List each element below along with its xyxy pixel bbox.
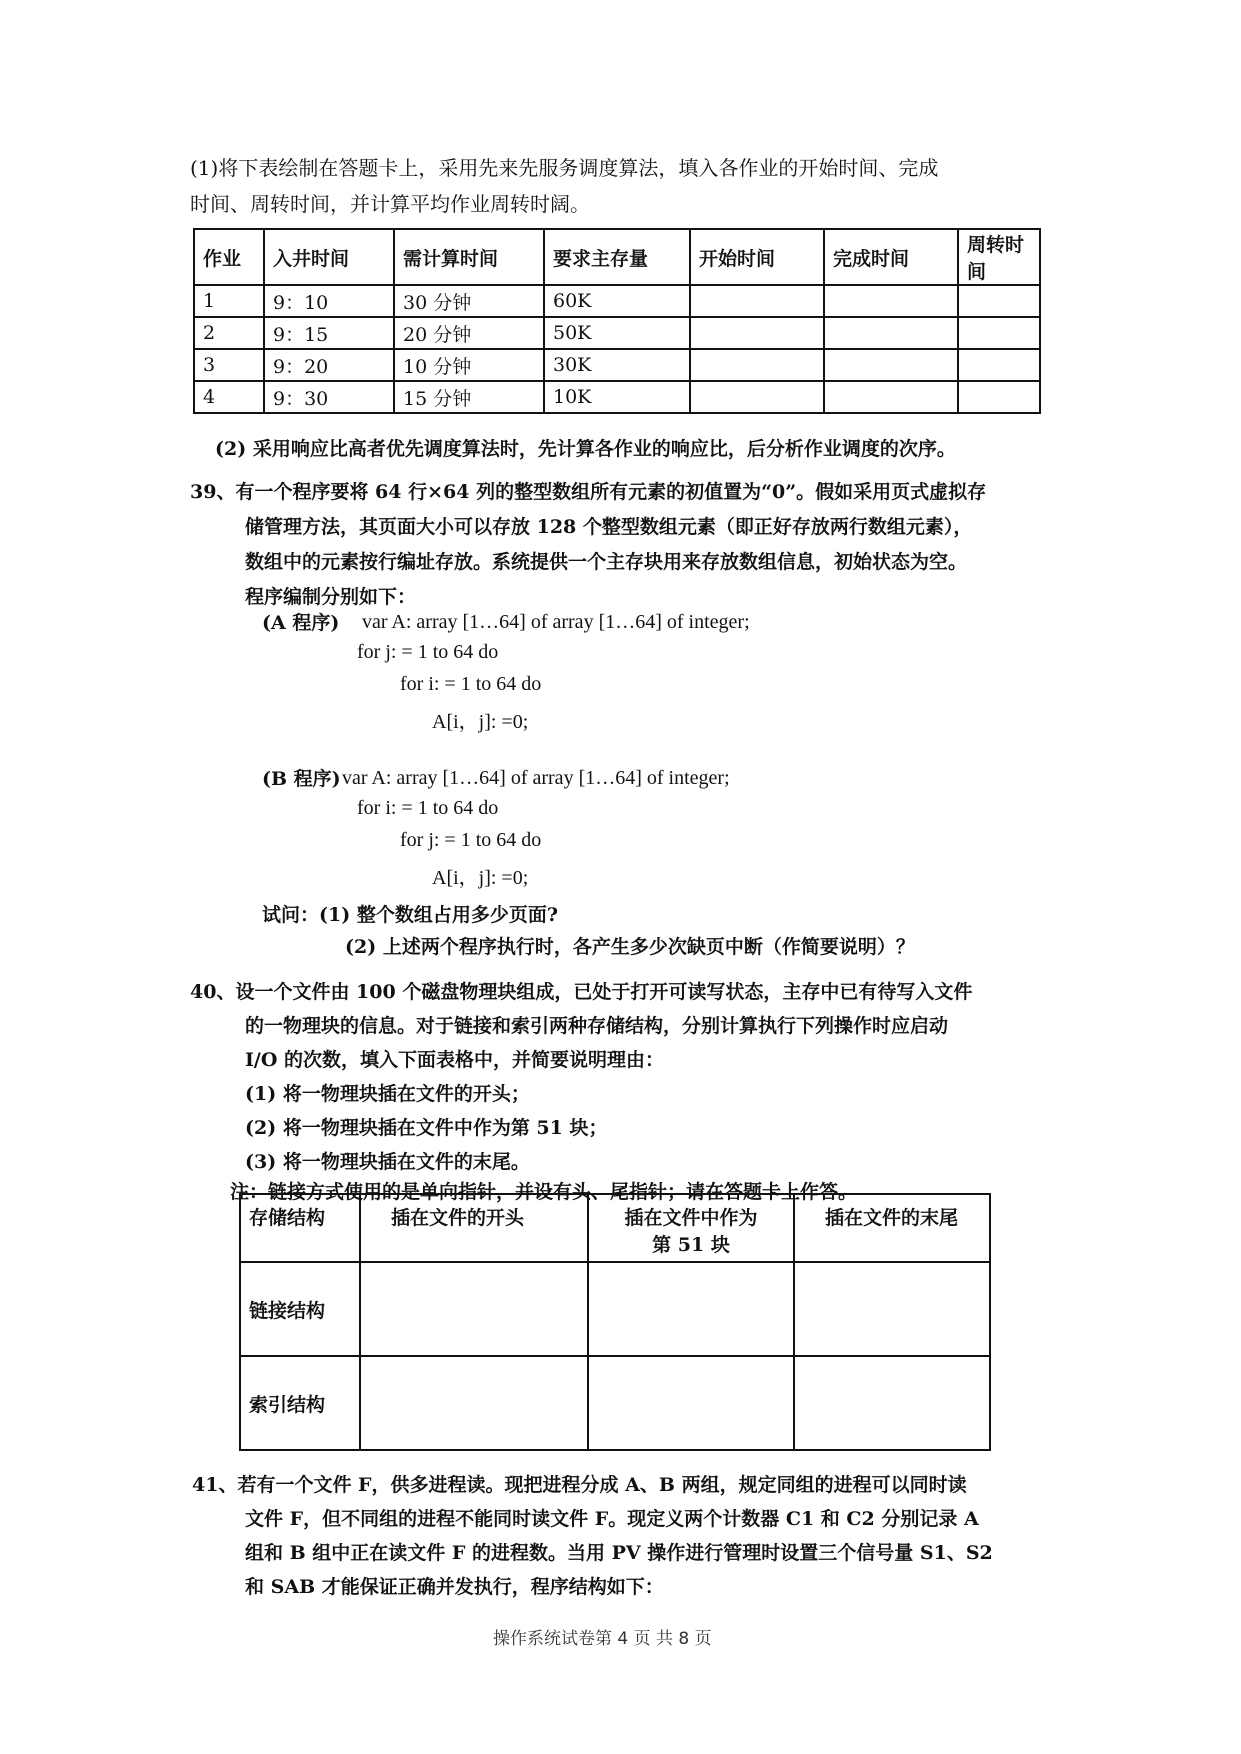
table-row [194, 317, 1040, 349]
row-header: 链接结构 [240, 1262, 360, 1356]
col-header: 作业 [194, 229, 264, 285]
col-header: 入井时间 [264, 229, 394, 285]
table-row [240, 1356, 990, 1450]
program-b-label: (B 程序) [262, 768, 341, 790]
table-cell: 10K [544, 381, 690, 413]
q39-line-4: 程序编制分别如下： [245, 586, 417, 608]
table-cell [824, 381, 958, 413]
q40-line-5: (2) 将一物理块插在文件中作为第 51 块； [245, 1117, 608, 1139]
table-cell: 10 分钟 [394, 349, 544, 381]
table-cell [958, 285, 1040, 317]
q40-note: 注：链接方式使用的是单向指针，并设有头、尾指针；请在答题卡上作答。 [230, 1181, 858, 1203]
q40-line-2: 的一物理块的信息。对于链接和索引两种存储结构，分别计算执行下列操作时应启动 [245, 1015, 949, 1037]
table-row [194, 381, 1040, 413]
io-count-table [239, 1193, 991, 1451]
q1-line-1: (1)将下表绘制在答题卡上，采用先来先服务调度算法，填入各作业的开始时间、完成 [190, 156, 939, 180]
table-row [240, 1262, 990, 1356]
program-a-loop-1: for j: = 1 to 64 do [357, 641, 499, 663]
col-header: 完成时间 [824, 229, 958, 285]
program-a-label: (A 程序) [262, 612, 340, 634]
table-cell [824, 349, 958, 381]
table-cell [588, 1262, 794, 1356]
table-cell [360, 1262, 588, 1356]
table-cell [824, 285, 958, 317]
q1-line-2: 时间、周转时间，并计算平均作业周转时阔。 [190, 192, 590, 216]
q39-ask-1: 试问：(1) 整个数组占用多少页面? [262, 904, 558, 926]
table-cell [690, 349, 824, 381]
q39-ask-2: (2) 上述两个程序执行时，各产生多少次缺页中断（作简要说明）？ [345, 936, 915, 958]
q40-line-6: (3) 将一物理块插在文件的末尾。 [245, 1151, 530, 1173]
q40-line-1: 40、设一个文件由 100 个磁盘物理块组成，已处于打开可读写状态，主存中已有待写入文件 [190, 981, 973, 1003]
q40-line-3: I/O 的次数，填入下面表格中，并简要说明理由： [245, 1049, 664, 1071]
table-cell: 9：30 [264, 381, 394, 413]
q2-text: (2) 采用响应比高者优先调度算法时，先计算各作业的响应比，后分析作业调度的次序。 [215, 438, 956, 460]
table-cell: 30 分钟 [394, 285, 544, 317]
table-cell: 1 [194, 285, 264, 317]
col-header-line: 插在文件中作为 [624, 1207, 758, 1229]
program-a-loop-2: for i: = 1 to 64 do [400, 673, 542, 695]
table-cell: 9：20 [264, 349, 394, 381]
table-row [194, 285, 1040, 317]
fcfs-table [193, 228, 1041, 414]
col-header: 开始时间 [690, 229, 824, 285]
program-a-body: A[i，j]: =0; [432, 711, 529, 733]
table-row [194, 349, 1040, 381]
table-cell: 15 分钟 [394, 381, 544, 413]
table-cell [958, 381, 1040, 413]
table-cell: 2 [194, 317, 264, 349]
table-cell: 50K [544, 317, 690, 349]
table-cell: 4 [194, 381, 264, 413]
q39-line-2: 储管理方法，其页面大小可以存放 128 个整型数组元素（即正好存放两行数组元素）， [245, 516, 973, 538]
q39-line-1: 39、有一个程序要将 64 行×64 列的整型数组所有元素的初值置为“0”。假如采用页式虚拟存 [190, 481, 987, 503]
table-cell [824, 317, 958, 349]
program-a-decl: var A: array [1…64] of array [1…64] of integer; [362, 611, 750, 633]
table-cell [958, 317, 1040, 349]
table-header-row [194, 229, 1040, 285]
table-cell [690, 285, 824, 317]
q41-line-1: 41、若有一个文件 F，供多进程读。现把进程分成 A、B 两组，规定同组的进程可以同时读 [192, 1474, 967, 1496]
q41-line-2: 文件 F，但不同组的进程不能同时读文件 F。现定义两个计数器 C1 和 C2 分别记录 A [245, 1508, 979, 1530]
col-header-multiline [588, 1194, 794, 1262]
q40-line-4: (1) 将一物理块插在文件的开头； [245, 1083, 530, 1105]
q39-line-3: 数组中的元素按行编址存放。系统提供一个主存块用来存放数组信息，初始状态为空。 [245, 551, 968, 573]
col-header: 周转时间 [958, 229, 1040, 285]
col-header: 插在文件的末尾 [794, 1194, 990, 1262]
col-header: 要求主存量 [544, 229, 690, 285]
program-b-body: A[i，j]: =0; [432, 867, 529, 889]
table-cell: 9：10 [264, 285, 394, 317]
table-cell [794, 1262, 990, 1356]
table-cell: 3 [194, 349, 264, 381]
page-footer: 操作系统试卷第 4 页 共 8 页 [493, 1629, 712, 1649]
col-header-line: 第 51 块 [652, 1234, 730, 1256]
col-header: 插在文件的开头 [360, 1194, 588, 1262]
table-cell [588, 1356, 794, 1450]
table-cell [360, 1356, 588, 1450]
q41-line-4: 和 SAB 才能保证正确并发执行，程序结构如下： [245, 1576, 664, 1598]
row-header: 索引结构 [240, 1356, 360, 1450]
col-header: 存储结构 [240, 1194, 360, 1262]
table-cell: 9：15 [264, 317, 394, 349]
table-cell [690, 381, 824, 413]
table-cell [794, 1356, 990, 1450]
table-cell [690, 317, 824, 349]
table-header-row [240, 1194, 990, 1262]
table-cell: 20 分钟 [394, 317, 544, 349]
col-header: 需计算时间 [394, 229, 544, 285]
table-cell: 30K [544, 349, 690, 381]
program-b-loop-2: for j: = 1 to 64 do [400, 829, 542, 851]
program-b-loop-1: for i: = 1 to 64 do [357, 797, 499, 819]
q41-line-3: 组和 B 组中正在读文件 F 的进程数。当用 PV 操作进行管理时设置三个信号量 S1、S2 [245, 1542, 993, 1564]
program-b-decl: var A: array [1…64] of array [1…64] of integer; [342, 767, 730, 789]
table-cell: 60K [544, 285, 690, 317]
table-cell [958, 349, 1040, 381]
